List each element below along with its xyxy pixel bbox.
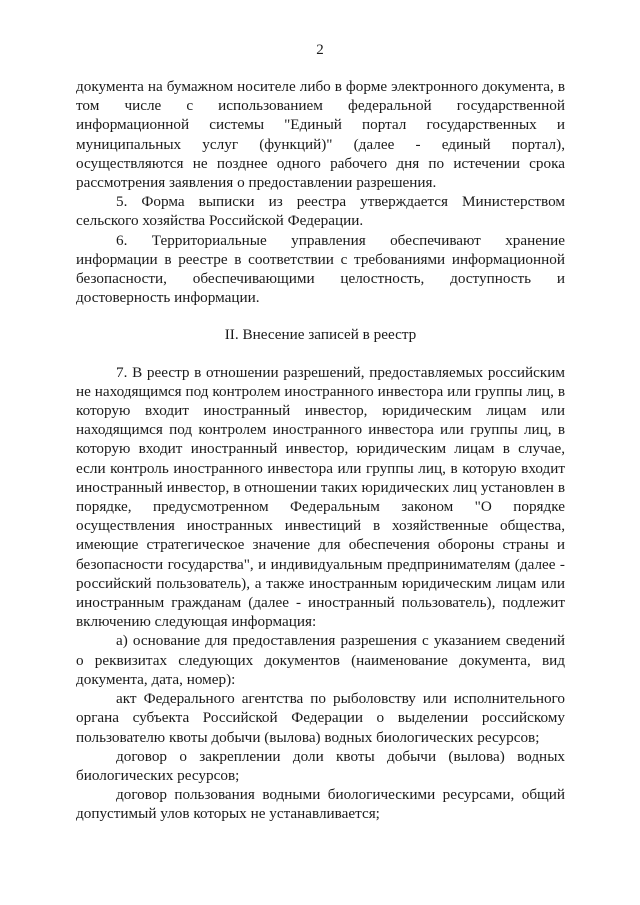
paragraph-list-entry: договор пользования водными биологическими ресурсами, общий допустимый улов которых не устанавливается;: [76, 786, 565, 823]
paragraph-subitem-a: а) основание для предоставления разрешения с указанием сведений о реквизитах следующих документов (наименование документа, вид документа, дата, номер):: [76, 632, 565, 688]
document-body: [76, 77, 565, 824]
page-number: 2: [316, 42, 324, 58]
paragraph-item-5: 5. Форма выписки из реестра утверждается Министерством сельского хозяйства Российской Федерации.: [76, 193, 565, 230]
paragraph-list-entry: договор о закреплении доли квоты добычи (вылова) водных биологических ресурсов;: [76, 747, 565, 784]
section-heading: II. Внесение записей в реестр: [224, 326, 417, 344]
paragraph-continuation: документа на бумажном носителе либо в форме электронного документа, в том числе с использованием федеральной государственной информационной системы "Единый портал государственных и муниципальных услуг (функций)" (далее - единый портал), осуществляются не позднее одного рабочего дня по истечении срока рассмотрения заявления о предоставлении разрешения.: [76, 78, 565, 192]
paragraph-item-6: 6. Территориальные управления обеспечивают хранение информации в реестре в соответствии с требованиями информационной безопасности, обеспечивающими целостность, доступность и достоверность информации.: [76, 231, 565, 307]
paragraph-list-entry: акт Федерального агентства по рыболовству или исполнительного органа субъекта Российской Федерации о выделении российскому пользователю квоты добычи (вылова) водных биологических ресурсов;: [76, 690, 565, 746]
paragraph-item-7: 7. В реестр в отношении разрешений, предоставляемых российским не находящимся под контролем иностранного инвестора или группы лиц, в которую входит иностранный инвестор, юридическим лицам или находящимся под контролем иностранного инвестора или группы лиц, в которую входит иностранный инвестор, юридическим лицам в случае, если контроль иностранного инвестора или группы лиц, в которую входит иностранный инвестор, в отношении таких юридических лиц установлен в порядке, предусмотренном Федеральным законом "О порядке осуществления иностранных инвестиций в хозяйственные общества, имеющие стратегическое значение для обеспечения обороны страны и безопасности государства", и индивидуальным предпринимателям (далее - российский пользователь), а также иностранным юридическим лицам или иностранным гражданам (далее - иностранный пользователь), подлежит включению следующая информация:: [76, 363, 565, 631]
